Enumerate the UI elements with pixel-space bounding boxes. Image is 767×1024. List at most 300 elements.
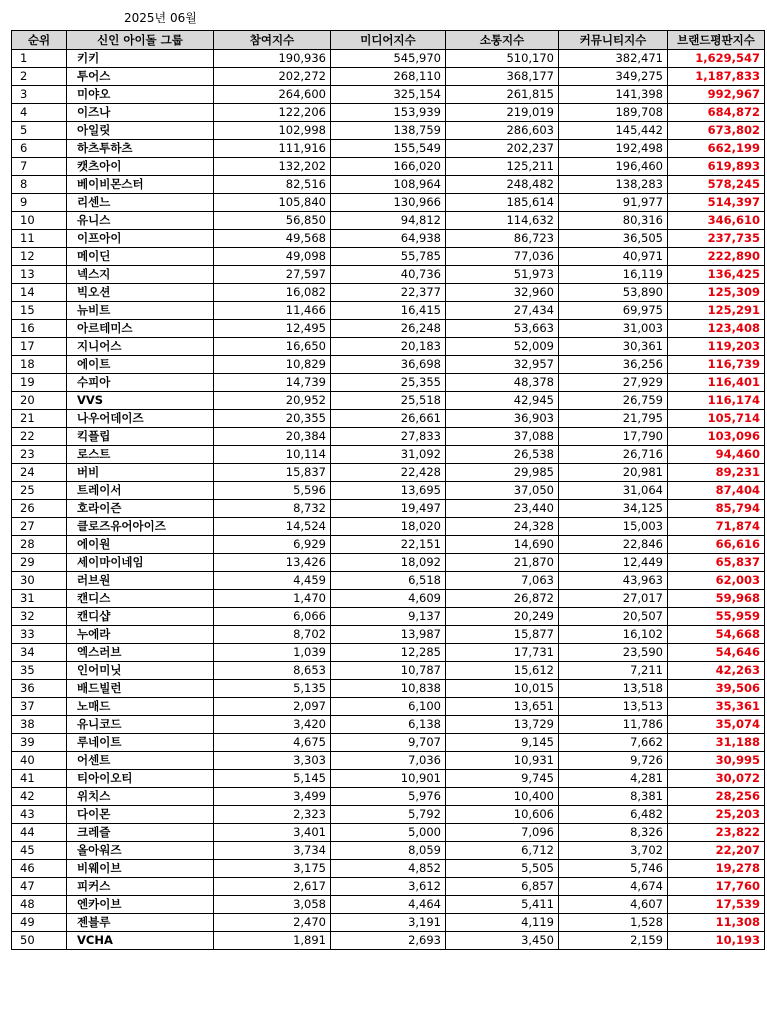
group-name: 엑스러브 [67,644,214,662]
group-name: 인어미닛 [67,662,214,680]
communication-index: 286,603 [446,122,559,140]
participation-index: 11,466 [214,302,331,320]
table-row [12,536,765,554]
participation-index: 16,650 [214,338,331,356]
participation-index: 6,066 [214,608,331,626]
header-community: 커뮤니티지수 [559,31,668,50]
table-row [12,716,765,734]
rank-number: 9 [12,194,67,212]
rank-number: 42 [12,788,67,806]
period-label: 2025년 06월 [124,11,197,25]
rank-number: 45 [12,842,67,860]
table-row [12,860,765,878]
brand-reputation-index: 346,610 [668,212,765,230]
communication-index: 10,015 [446,680,559,698]
communication-index: 23,440 [446,500,559,518]
participation-index: 105,840 [214,194,331,212]
table-row [12,896,765,914]
communication-index: 5,505 [446,860,559,878]
communication-index: 15,877 [446,626,559,644]
communication-index: 9,745 [446,770,559,788]
group-name: 아일릿 [67,122,214,140]
community-index: 26,716 [559,446,668,464]
rank-number: 17 [12,338,67,356]
community-index: 349,275 [559,68,668,86]
brand-reputation-index: 578,245 [668,176,765,194]
community-index: 27,017 [559,590,668,608]
table-row [12,824,765,842]
group-name: 투어스 [67,68,214,86]
brand-reputation-index: 31,188 [668,734,765,752]
participation-index: 190,936 [214,50,331,68]
header-media: 미디어지수 [331,31,446,50]
media-index: 2,693 [331,932,446,950]
media-index: 26,661 [331,410,446,428]
brand-reputation-index: 39,506 [668,680,765,698]
community-index: 2,159 [559,932,668,950]
participation-index: 111,916 [214,140,331,158]
media-index: 4,464 [331,896,446,914]
rank-number: 2 [12,68,67,86]
rank-number: 35 [12,662,67,680]
group-name: 나우어데이즈 [67,410,214,428]
media-index: 4,852 [331,860,446,878]
group-name: 세이마이네임 [67,554,214,572]
communication-index: 53,663 [446,320,559,338]
rank-number: 1 [12,50,67,68]
brand-reputation-table [11,30,765,950]
communication-index: 29,985 [446,464,559,482]
group-name: 어센트 [67,752,214,770]
participation-index: 3,058 [214,896,331,914]
community-index: 192,498 [559,140,668,158]
community-index: 1,528 [559,914,668,932]
rank-number: 6 [12,140,67,158]
participation-index: 14,739 [214,374,331,392]
table-row [12,284,765,302]
community-index: 91,977 [559,194,668,212]
group-name: 수피아 [67,374,214,392]
header-group: 신인 아이돌 그룹 [67,31,214,50]
table-row [12,248,765,266]
group-name: 젠블루 [67,914,214,932]
communication-index: 7,096 [446,824,559,842]
group-name: 누에라 [67,626,214,644]
table-row [12,68,765,86]
table-row [12,806,765,824]
participation-index: 2,097 [214,698,331,716]
participation-index: 264,600 [214,86,331,104]
community-index: 4,281 [559,770,668,788]
participation-index: 202,272 [214,68,331,86]
table-row [12,680,765,698]
rank-number: 38 [12,716,67,734]
table-row [12,176,765,194]
media-index: 22,151 [331,536,446,554]
rank-number: 50 [12,932,67,950]
table-row [12,734,765,752]
group-name: 다이몬 [67,806,214,824]
community-index: 4,674 [559,878,668,896]
participation-index: 1,470 [214,590,331,608]
media-index: 40,736 [331,266,446,284]
community-index: 5,746 [559,860,668,878]
communication-index: 10,931 [446,752,559,770]
communication-index: 37,088 [446,428,559,446]
group-name: VCHA [67,932,214,950]
community-index: 7,211 [559,662,668,680]
table-row [12,338,765,356]
rank-number: 15 [12,302,67,320]
brand-reputation-index: 54,646 [668,644,765,662]
group-name: 에이원 [67,536,214,554]
participation-index: 10,114 [214,446,331,464]
brand-reputation-index: 30,995 [668,752,765,770]
communication-index: 7,063 [446,572,559,590]
table-row [12,86,765,104]
media-index: 25,518 [331,392,446,410]
brand-reputation-index: 85,794 [668,500,765,518]
group-name: 올아워즈 [67,842,214,860]
rank-number: 19 [12,374,67,392]
brand-reputation-index: 11,308 [668,914,765,932]
table-row [12,608,765,626]
participation-index: 2,617 [214,878,331,896]
rank-number: 44 [12,824,67,842]
brand-reputation-index: 89,231 [668,464,765,482]
media-index: 5,976 [331,788,446,806]
communication-index: 6,712 [446,842,559,860]
rank-number: 31 [12,590,67,608]
rank-number: 8 [12,176,67,194]
group-name: 킥플립 [67,428,214,446]
group-name: 버비 [67,464,214,482]
communication-index: 17,731 [446,644,559,662]
participation-index: 10,829 [214,356,331,374]
group-name: 키키 [67,50,214,68]
brand-reputation-index: 662,199 [668,140,765,158]
table-row [12,662,765,680]
community-index: 189,708 [559,104,668,122]
communication-index: 6,857 [446,878,559,896]
communication-index: 42,945 [446,392,559,410]
table-row [12,842,765,860]
participation-index: 27,597 [214,266,331,284]
participation-index: 132,202 [214,158,331,176]
communication-index: 5,411 [446,896,559,914]
group-name: 루네이트 [67,734,214,752]
header-brand-reputation: 브랜드평판지수 [668,31,765,50]
header-rank: 순위 [12,31,67,50]
community-index: 13,518 [559,680,668,698]
brand-reputation-index: 22,207 [668,842,765,860]
media-index: 18,092 [331,554,446,572]
brand-reputation-index: 62,003 [668,572,765,590]
group-name: 트레이서 [67,482,214,500]
communication-index: 14,690 [446,536,559,554]
media-index: 25,355 [331,374,446,392]
participation-index: 102,998 [214,122,331,140]
table-row [12,320,765,338]
community-index: 15,003 [559,518,668,536]
rank-number: 40 [12,752,67,770]
participation-index: 3,175 [214,860,331,878]
media-index: 13,695 [331,482,446,500]
communication-index: 185,614 [446,194,559,212]
participation-index: 8,702 [214,626,331,644]
table-row [12,50,765,68]
communication-index: 32,960 [446,284,559,302]
brand-reputation-index: 684,872 [668,104,765,122]
brand-reputation-index: 65,837 [668,554,765,572]
table-row [12,446,765,464]
rank-number: 43 [12,806,67,824]
group-name: 캔디샵 [67,608,214,626]
table-row [12,752,765,770]
rank-number: 34 [12,644,67,662]
participation-index: 16,082 [214,284,331,302]
communication-index: 24,328 [446,518,559,536]
table-row [12,428,765,446]
community-index: 196,460 [559,158,668,176]
community-index: 30,361 [559,338,668,356]
community-index: 382,471 [559,50,668,68]
community-index: 4,607 [559,896,668,914]
rank-number: 5 [12,122,67,140]
media-index: 27,833 [331,428,446,446]
media-index: 166,020 [331,158,446,176]
rank-number: 18 [12,356,67,374]
brand-reputation-index: 87,404 [668,482,765,500]
group-name: 유니코드 [67,716,214,734]
table-row [12,500,765,518]
brand-reputation-index: 94,460 [668,446,765,464]
rank-number: 13 [12,266,67,284]
rank-number: 48 [12,896,67,914]
rank-number: 29 [12,554,67,572]
participation-index: 20,384 [214,428,331,446]
brand-reputation-index: 116,739 [668,356,765,374]
participation-index: 15,837 [214,464,331,482]
group-name: 빅오션 [67,284,214,302]
participation-index: 8,653 [214,662,331,680]
rank-number: 24 [12,464,67,482]
group-name: 넥스지 [67,266,214,284]
media-index: 22,428 [331,464,446,482]
table-row [12,230,765,248]
communication-index: 125,211 [446,158,559,176]
table-row [12,788,765,806]
participation-index: 3,401 [214,824,331,842]
communication-index: 10,400 [446,788,559,806]
group-name: 위치스 [67,788,214,806]
brand-reputation-index: 619,893 [668,158,765,176]
community-index: 21,795 [559,410,668,428]
media-index: 108,964 [331,176,446,194]
participation-index: 1,891 [214,932,331,950]
participation-index: 5,145 [214,770,331,788]
media-index: 10,838 [331,680,446,698]
communication-index: 13,729 [446,716,559,734]
brand-reputation-index: 116,174 [668,392,765,410]
group-name: VVS [67,392,214,410]
media-index: 130,966 [331,194,446,212]
group-name: 캔디스 [67,590,214,608]
community-index: 26,759 [559,392,668,410]
brand-reputation-index: 10,193 [668,932,765,950]
group-name: 캣츠아이 [67,158,214,176]
table-row [12,554,765,572]
community-index: 31,003 [559,320,668,338]
communication-index: 27,434 [446,302,559,320]
rank-number: 25 [12,482,67,500]
participation-index: 56,850 [214,212,331,230]
participation-index: 49,568 [214,230,331,248]
community-index: 11,786 [559,716,668,734]
participation-index: 5,596 [214,482,331,500]
group-name: 이즈나 [67,104,214,122]
table-row [12,374,765,392]
brand-reputation-index: 28,256 [668,788,765,806]
community-index: 36,256 [559,356,668,374]
rank-number: 23 [12,446,67,464]
communication-index: 21,870 [446,554,559,572]
participation-index: 49,098 [214,248,331,266]
group-name: 미야오 [67,86,214,104]
group-name: 아르테미스 [67,320,214,338]
media-index: 9,707 [331,734,446,752]
table-row [12,878,765,896]
brand-reputation-index: 54,668 [668,626,765,644]
communication-index: 20,249 [446,608,559,626]
brand-reputation-index: 71,874 [668,518,765,536]
communication-index: 26,872 [446,590,559,608]
media-index: 7,036 [331,752,446,770]
participation-index: 4,675 [214,734,331,752]
brand-reputation-index: 1,187,833 [668,68,765,86]
participation-index: 3,303 [214,752,331,770]
communication-index: 86,723 [446,230,559,248]
communication-index: 3,450 [446,932,559,950]
group-name: 클로즈유어아이즈 [67,518,214,536]
communication-index: 37,050 [446,482,559,500]
table-row [12,464,765,482]
media-index: 6,100 [331,698,446,716]
brand-reputation-index: 35,074 [668,716,765,734]
communication-index: 261,815 [446,86,559,104]
brand-reputation-index: 136,425 [668,266,765,284]
media-index: 31,092 [331,446,446,464]
brand-reputation-index: 19,278 [668,860,765,878]
participation-index: 1,039 [214,644,331,662]
group-name: 노매드 [67,698,214,716]
rank-number: 49 [12,914,67,932]
community-index: 53,890 [559,284,668,302]
media-index: 153,939 [331,104,446,122]
participation-index: 20,355 [214,410,331,428]
communication-index: 13,651 [446,698,559,716]
table-row [12,122,765,140]
group-name: 이프아이 [67,230,214,248]
community-index: 7,662 [559,734,668,752]
media-index: 18,020 [331,518,446,536]
rank-number: 32 [12,608,67,626]
media-index: 20,183 [331,338,446,356]
media-index: 4,609 [331,590,446,608]
rank-number: 14 [12,284,67,302]
participation-index: 14,524 [214,518,331,536]
brand-reputation-index: 23,822 [668,824,765,842]
rank-number: 11 [12,230,67,248]
community-index: 17,790 [559,428,668,446]
group-name: 티아이오티 [67,770,214,788]
participation-index: 12,495 [214,320,331,338]
rank-number: 33 [12,626,67,644]
table-row [12,770,765,788]
media-index: 3,191 [331,914,446,932]
table-row [12,302,765,320]
community-index: 23,590 [559,644,668,662]
group-name: 크레즐 [67,824,214,842]
rank-number: 7 [12,158,67,176]
participation-index: 3,499 [214,788,331,806]
community-index: 69,975 [559,302,668,320]
brand-reputation-index: 237,735 [668,230,765,248]
rank-number: 26 [12,500,67,518]
media-index: 6,518 [331,572,446,590]
brand-reputation-index: 55,959 [668,608,765,626]
rank-number: 41 [12,770,67,788]
group-name: 베이비몬스터 [67,176,214,194]
brand-reputation-index: 125,291 [668,302,765,320]
group-name: 에이트 [67,356,214,374]
community-index: 20,981 [559,464,668,482]
participation-index: 6,929 [214,536,331,554]
group-name: 뉴비트 [67,302,214,320]
rank-number: 21 [12,410,67,428]
rank-number: 16 [12,320,67,338]
rank-number: 47 [12,878,67,896]
rank-number: 22 [12,428,67,446]
brand-reputation-index: 30,072 [668,770,765,788]
community-index: 16,102 [559,626,668,644]
header-communication: 소통지수 [446,31,559,50]
participation-index: 4,459 [214,572,331,590]
community-index: 6,482 [559,806,668,824]
media-index: 26,248 [331,320,446,338]
community-index: 22,846 [559,536,668,554]
table-row [12,266,765,284]
brand-reputation-index: 25,203 [668,806,765,824]
brand-reputation-index: 105,714 [668,410,765,428]
rank-number: 28 [12,536,67,554]
group-name: 피커스 [67,878,214,896]
table-body [12,50,765,950]
group-name: 유니스 [67,212,214,230]
participation-index: 82,516 [214,176,331,194]
brand-reputation-index: 17,760 [668,878,765,896]
participation-index: 20,952 [214,392,331,410]
communication-index: 368,177 [446,68,559,86]
brand-reputation-index: 17,539 [668,896,765,914]
communication-index: 10,606 [446,806,559,824]
table-row [12,626,765,644]
communication-index: 4,119 [446,914,559,932]
table-row [12,590,765,608]
media-index: 6,138 [331,716,446,734]
media-index: 155,549 [331,140,446,158]
brand-reputation-index: 123,408 [668,320,765,338]
